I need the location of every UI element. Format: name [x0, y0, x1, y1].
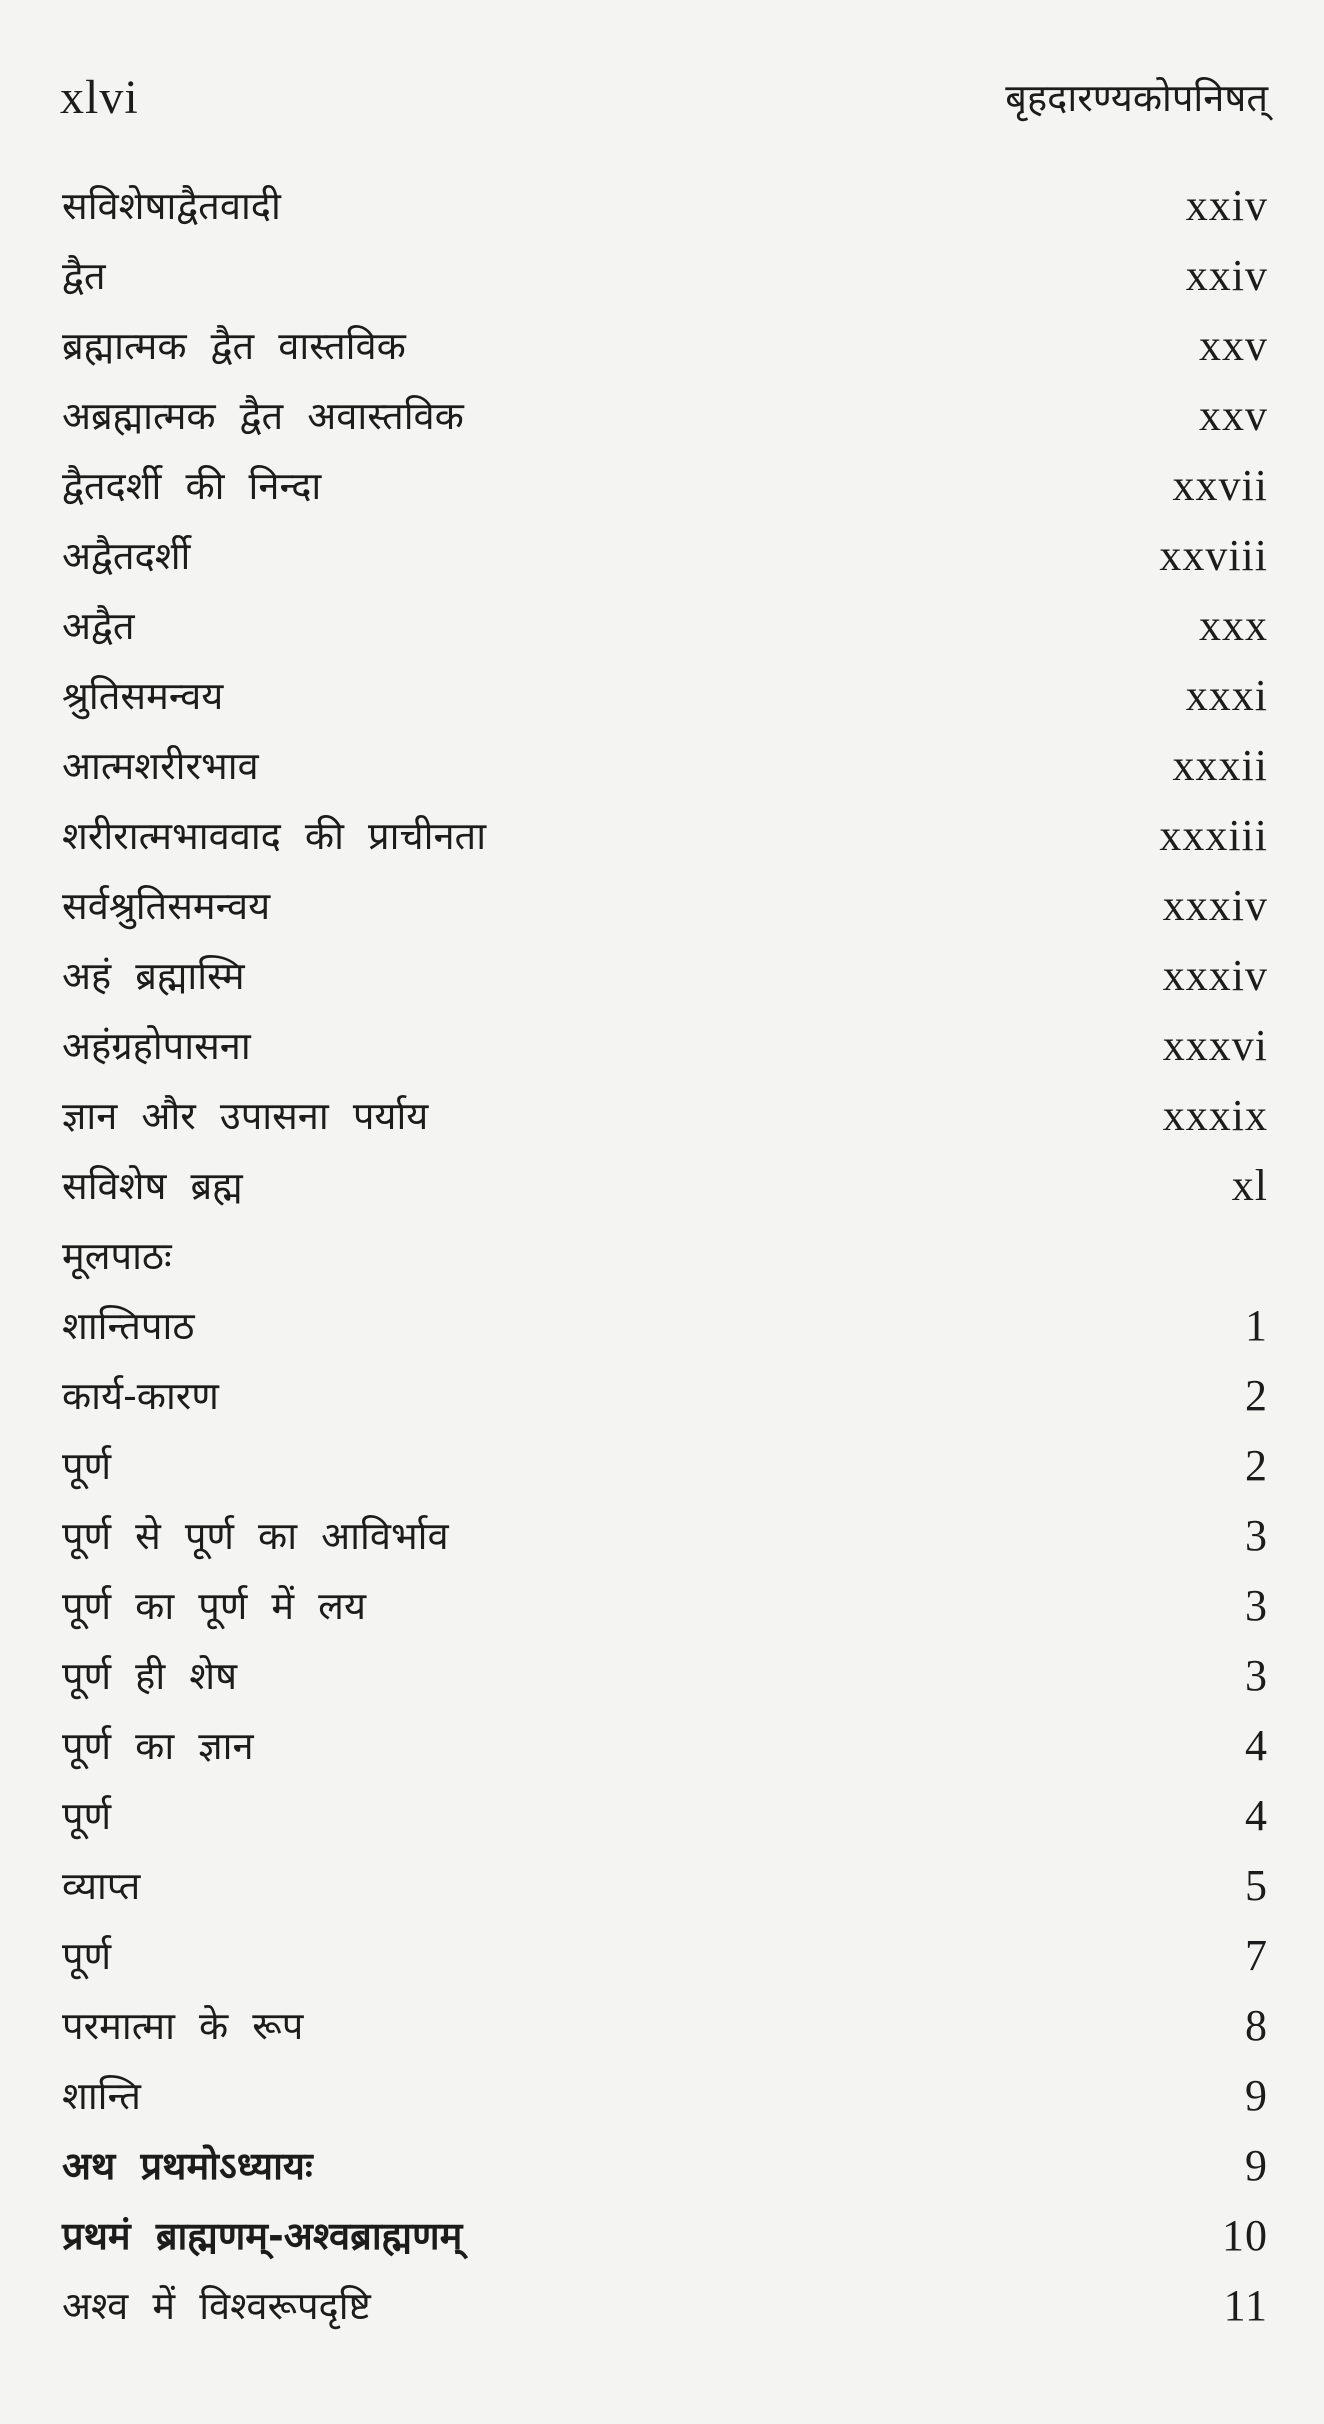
toc-entry	[62, 2060, 1268, 2130]
toc-entry-title: पूर्ण	[62, 1934, 112, 1978]
toc-entry-page: xxxiii	[1159, 810, 1268, 860]
toc-entry-title: द्वैतदर्शी की निन्दा	[62, 464, 322, 508]
toc-entry	[62, 590, 1268, 660]
toc-entry-page: xxviii	[1159, 530, 1268, 580]
toc-entry-page: xxv	[1199, 320, 1268, 370]
toc-entry	[62, 1080, 1268, 1150]
toc-entry-page: 5	[1245, 1860, 1268, 1910]
toc-entry-title: ज्ञान और उपासना पर्याय	[62, 1094, 429, 1138]
toc-entry	[62, 240, 1268, 310]
toc-entry-page: 4	[1245, 1720, 1268, 1770]
toc-entry-page: xxxiv	[1162, 950, 1268, 1000]
toc-entry	[62, 1850, 1268, 1920]
toc-entry	[62, 1780, 1268, 1850]
toc-entry-title: पूर्ण से पूर्ण का आविर्भाव	[62, 1514, 449, 1558]
toc-entry-page: 3	[1245, 1650, 1268, 1700]
toc-entry-page: 10	[1222, 2210, 1268, 2260]
toc-entry-title: पूर्ण का पूर्ण में लय	[62, 1584, 366, 1628]
toc-entry-title: सविशेष ब्रह्म	[62, 1164, 243, 1208]
toc-entry-title: आत्मशरीरभाव	[62, 744, 259, 788]
toc-entry-title: अहं ब्रह्मास्मि	[62, 954, 245, 998]
toc-entry	[62, 800, 1268, 870]
toc-entry-title: पूर्ण का ज्ञान	[62, 1724, 254, 1768]
toc-entry-title: सविशेषाद्वैतवादी	[62, 184, 281, 228]
toc-entry	[62, 1500, 1268, 1570]
toc-entry	[62, 1990, 1268, 2060]
toc-entry-title: पूर्ण	[62, 1794, 112, 1838]
toc-entry	[62, 450, 1268, 520]
book-title: बृहदारण्यकोपनिषत्	[1005, 76, 1268, 120]
table-of-contents	[62, 170, 1268, 2340]
toc-entry-page: xxxix	[1162, 1090, 1268, 1140]
toc-entry	[62, 660, 1268, 730]
toc-entry-title: अब्रह्मात्मक द्वैत अवास्तविक	[62, 394, 464, 438]
toc-entry	[62, 380, 1268, 450]
toc-entry-title: अथ प्रथमोऽध्यायः	[62, 2144, 313, 2188]
toc-entry	[62, 1430, 1268, 1500]
toc-entry	[62, 2130, 1268, 2200]
toc-entry-page: 8	[1245, 2000, 1268, 2050]
toc-entry-page: 9	[1245, 2070, 1268, 2120]
toc-entry	[62, 1220, 1268, 1290]
toc-entry-page: xl	[1231, 1160, 1268, 1210]
toc-entry-title: शान्ति	[62, 2074, 141, 2118]
toc-entry-page: 2	[1245, 1370, 1268, 1420]
toc-entry	[62, 1290, 1268, 1360]
toc-entry-title: द्वैत	[62, 254, 106, 298]
toc-entry-title: श्रुतिसमन्वय	[62, 674, 224, 718]
toc-entry	[62, 870, 1268, 940]
toc-entry-title: पूर्ण	[62, 1444, 112, 1488]
toc-entry-page: xxxi	[1185, 670, 1268, 720]
toc-entry-page: xxxiv	[1162, 880, 1268, 930]
toc-entry	[62, 940, 1268, 1010]
toc-entry-title: पूर्ण ही शेष	[62, 1654, 238, 1698]
toc-entry-page: 1	[1245, 1300, 1268, 1350]
toc-entry-page: 11	[1223, 2280, 1268, 2330]
toc-entry	[62, 2270, 1268, 2340]
toc-entry-title: परमात्मा के रूप	[62, 2004, 304, 2048]
toc-entry-page: xxvii	[1172, 460, 1268, 510]
toc-entry	[62, 520, 1268, 590]
toc-entry-page: xxiv	[1185, 180, 1268, 230]
toc-entry	[62, 1360, 1268, 1430]
toc-entry-page: xxv	[1199, 390, 1268, 440]
running-head	[60, 62, 1268, 132]
toc-entry-title: अहंग्रहोपासना	[62, 1024, 251, 1068]
toc-entry-title: शान्तिपाठ	[62, 1304, 195, 1348]
toc-entry-title: अद्वैतदर्शी	[62, 534, 191, 578]
toc-entry	[62, 170, 1268, 240]
toc-entry	[62, 1570, 1268, 1640]
toc-entry	[62, 1010, 1268, 1080]
toc-entry	[62, 1710, 1268, 1780]
toc-entry-page: 2	[1245, 1440, 1268, 1490]
toc-entry-title: प्रथमं ब्राह्मणम्-अश्वब्राह्मणम्	[62, 2214, 463, 2258]
toc-entry-title: अश्व में विश्वरूपदृष्टि	[62, 2284, 371, 2328]
toc-entry	[62, 1150, 1268, 1220]
toc-entry	[62, 2200, 1268, 2270]
toc-entry-title: अद्वैत	[62, 604, 135, 648]
toc-entry-title: मूलपाठः	[62, 1234, 172, 1278]
toc-entry-title: शरीरात्मभाववाद की प्राचीनता	[62, 814, 487, 858]
toc-entry-page: xxxvi	[1162, 1020, 1268, 1070]
toc-entry	[62, 730, 1268, 800]
toc-entry-title: व्याप्त	[62, 1864, 141, 1908]
toc-entry-page: 4	[1245, 1790, 1268, 1840]
toc-entry	[62, 1640, 1268, 1710]
toc-entry-page: xxxii	[1172, 740, 1268, 790]
toc-entry-title: सर्वश्रुतिसमन्वय	[62, 884, 271, 928]
toc-entry-page: xxx	[1199, 600, 1268, 650]
toc-entry-page: 3	[1245, 1510, 1268, 1560]
toc-entry-page: 7	[1245, 1930, 1268, 1980]
page-number: xlvi	[60, 70, 139, 124]
toc-entry	[62, 1920, 1268, 1990]
toc-entry-page: 3	[1245, 1580, 1268, 1630]
toc-entry-page: 9	[1245, 2140, 1268, 2190]
toc-entry-title: ब्रह्मात्मक द्वैत वास्तविक	[62, 324, 406, 368]
toc-entry	[62, 310, 1268, 380]
toc-entry-title: कार्य-कारण	[62, 1374, 219, 1418]
toc-entry-page: xxiv	[1185, 250, 1268, 300]
